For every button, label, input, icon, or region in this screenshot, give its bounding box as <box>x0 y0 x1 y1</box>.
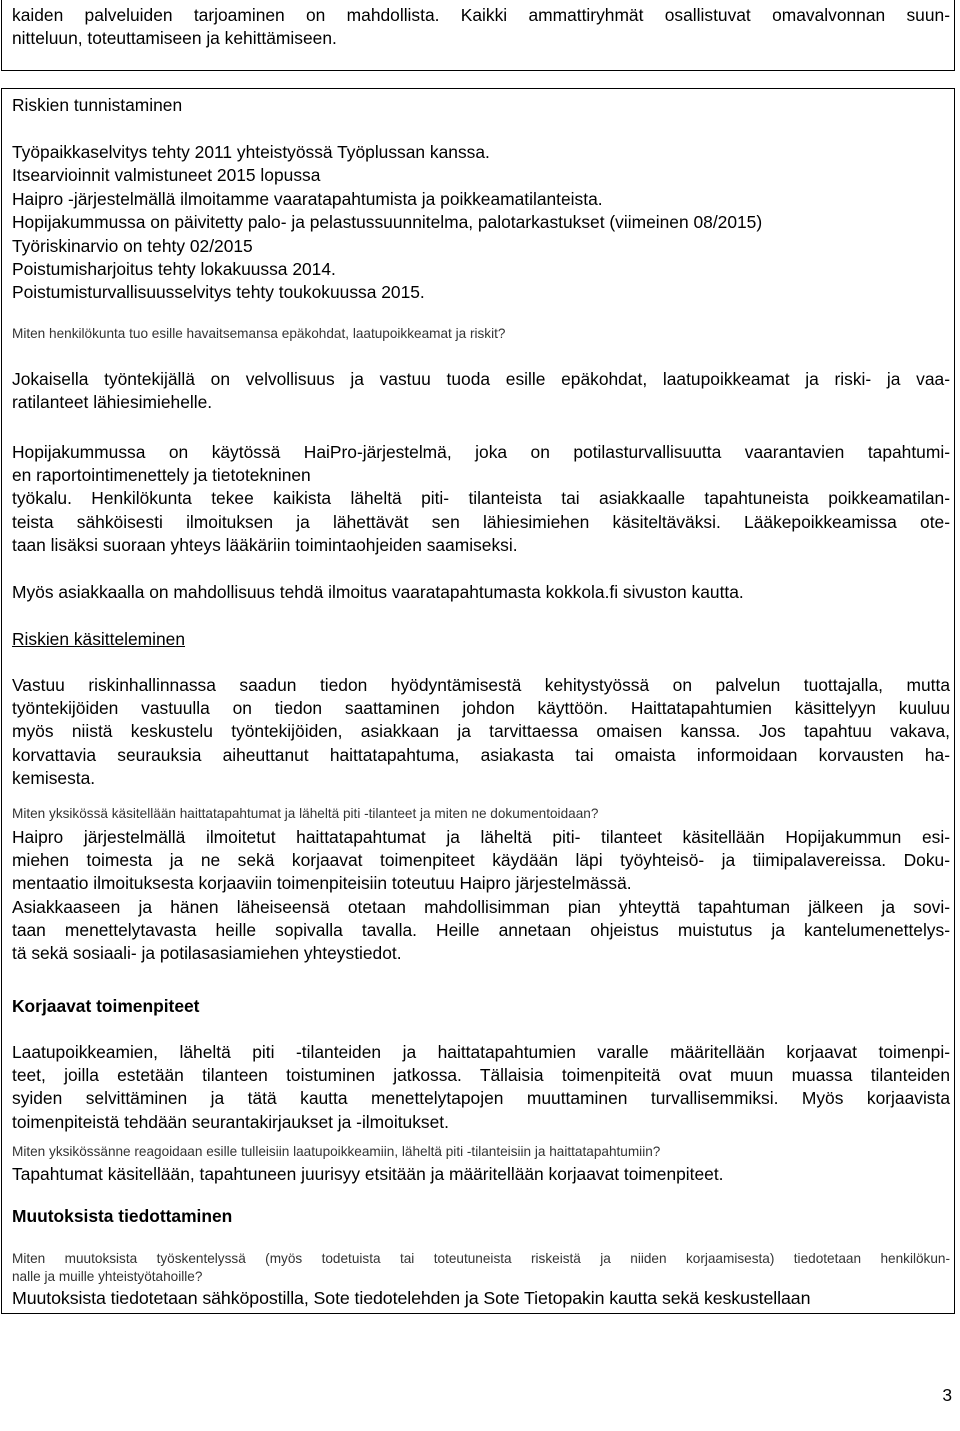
corrective-reaction-answer: Tapahtumat käsitellään, tapahtuneen juurisyy etsitään ja määritellään korjaavat toimenpiteet. <box>12 1164 724 1184</box>
staff-reporting-answer <box>12 368 950 414</box>
paragraph-line: toimenpiteistä tehdään seurantakirjaukset ja -ilmoitukset. <box>12 1111 449 1132</box>
corrective-actions-paragraph <box>12 1041 950 1134</box>
intro-paragraph <box>12 4 950 50</box>
risk-list-item: Hopijakummussa on päivitetty palo- ja pelastussuunnitelma, palotarkastukset (viimeinen 08/2015) <box>12 212 763 233</box>
risk-list-item: Työpaikkaselvitys tehty 2011 yhteistyössä Työplussan kanssa. <box>12 142 490 162</box>
corrective-reaction-question: Miten yksikössänne reagoidaan esille tulleisiin laatupoikkeamiin, läheltä piti -tilanteisiin ja haittatapahtumiin? <box>12 1144 661 1159</box>
paragraph-line: Hopijakummussa on käytössä HaiPro-järjestelmä, joka on potilasturvallisuutta vaarantavien tapahtumi- <box>12 442 950 462</box>
change-communication-heading: Muutoksista tiedottaminen <box>12 1206 233 1226</box>
answer-line: Asiakkaaseen ja hänen läheiseensä otetaan mahdollisimman pian yhteyttä tapahtuman jälkeen ja sovi- <box>12 896 950 917</box>
risk-identification-heading: Riskien tunnistaminen <box>12 95 183 115</box>
incident-handling-answer <box>12 826 950 965</box>
answer-line: miehen toimesta ja ne sekä korjaavat toimenpiteet käydään läpi työyhteisö- ja tiimipalavereissa. Doku- <box>12 850 950 871</box>
intro-line: nitteluun, toteuttamiseen ja kehittämiseen. <box>12 28 337 49</box>
page-number: 3 <box>942 1385 952 1405</box>
risk-list-item: Poistumisturvallisuusselvitys tehty toukokuussa 2015. <box>12 282 425 303</box>
risk-handling-heading: Riskien käsitteleminen <box>12 629 186 649</box>
intro-line: kaiden palveluiden tarjoaminen on mahdollista. Kaikki ammattiryhmät osallistuvat omavalvonnan suun- <box>12 5 950 25</box>
paragraph-line: työntekijöiden vastuulla on tiedon saattaminen johdon käyttöön. Haittatapahtumien käsittelyyn kuuluu <box>12 698 950 719</box>
answer-line: mentaatio ilmoituksesta korjaaviin toimenpiteisiin toteutuu Haipro järjestelmässä. <box>12 873 632 894</box>
paragraph-line: työkalu. Henkilökunta tekee kaikista läheltä piti- tilanteista tai asiakkaalle tapahtuneista poikkeamatilan- <box>12 488 950 509</box>
change-communication-question <box>12 1250 950 1287</box>
corrective-actions-heading: Korjaavat toimenpiteet <box>12 996 200 1016</box>
paragraph-line: myös niistä keskustelu työntekijöiden, asiakkaan ja tarvittaessa omaisen kanssa. Jos tapahtuu vakava, <box>12 721 950 742</box>
risk-list-item: Itsearvioinnit valmistuneet 2015 lopussa <box>12 165 321 186</box>
answer-line: ratilanteet lähiesimiehelle. <box>12 392 213 413</box>
change-communication-answer: Muutoksista tiedotetaan sähköpostilla, Sote tiedotelehden ja Sote Tietopakin kautta sekä keskustellaan <box>12 1288 811 1308</box>
client-report-paragraph: Myös asiakkaalla on mahdollisuus tehdä ilmoitus vaaratapahtumasta kokkola.fi sivuston kautta. <box>12 582 744 602</box>
paragraph-line: kemisesta. <box>12 767 96 788</box>
haipro-paragraph <box>12 441 950 557</box>
answer-line: Haipro järjestelmällä ilmoitetut haittatapahtumat ja läheltä piti- tilanteet käsitellään Hopijakummun esi- <box>12 827 950 847</box>
question-line: Miten muutoksista työskentelyssä (myös todetuista tai toteutuneista riskeistä ja niiden korjaamisesta) tiedotetaan henkilökun- <box>12 1251 950 1266</box>
question-line: nalle ja muille yhteistyötahoille? <box>12 1269 203 1285</box>
paragraph-line: syiden selvittäminen ja tätä kautta menettelytapojen muuttaminen turvallisemmiksi. Myös korjaavista <box>12 1088 950 1109</box>
paragraph-line: en raportointimenettely ja tietotekninen <box>12 465 311 486</box>
paragraph-line: Vastuu riskinhallinnassa saadun tiedon hyödyntämisestä kehitystyössä on palvelun tuottajalla, mutta <box>12 675 950 695</box>
answer-line: Jokaisella työntekijällä on velvollisuus ja vastuu tuoda esille epäkohdat, laatupoikkeamat ja riski- ja vaa- <box>12 369 950 389</box>
risk-list-item: Työriskinarvio on tehty 02/2015 <box>12 235 253 256</box>
paragraph-line: teista sähköisesti ilmoituksen ja lähettävät sen lähiesimiehen käsiteltäväksi. Lääkepoikkeamissa ote- <box>12 511 950 532</box>
risk-identification-list <box>12 141 950 305</box>
answer-line: tä sekä sosiaali- ja potilasasiamiehen yhteystiedot. <box>12 943 402 964</box>
risk-handling-paragraph <box>12 674 950 790</box>
risk-list-item: Poistumisharjoitus tehty lokakuussa 2014. <box>12 259 336 280</box>
paragraph-line: Laatupoikkeamien, läheltä piti -tilanteiden ja haittatapahtumien varalle määritellään korjaavat toimenpi- <box>12 1042 950 1062</box>
paragraph-line: teet, joilla estetään tilanteen toistuminen jatkossa. Tällaisia toimenpiteitä ovat muun muassa tilanteiden <box>12 1065 950 1086</box>
staff-reporting-question: Miten henkilökunta tuo esille havaitsemansa epäkohdat, laatupoikkeamat ja riskit? <box>12 326 506 341</box>
incident-handling-question: Miten yksikössä käsitellään haittatapahtumat ja läheltä piti -tilanteet ja miten ne dokumentoidaan? <box>12 806 599 821</box>
paragraph-line: taan lisäksi suoraan yhteys lääkäriin toimintaohjeiden saamiseksi. <box>12 534 518 555</box>
paragraph-line: korvattavia seurauksia aiheuttanut haittatapahtuma, asiakasta tai omaista informoidaan korvausten ha- <box>12 744 950 765</box>
risk-list-item: Haipro -järjestelmällä ilmoitamme vaaratapahtumista ja poikkeamatilanteista. <box>12 188 603 209</box>
answer-line: taan menettelytavasta heille sopivalla tavalla. Heille annetaan ohjeistus muistutus ja kantelumenettelys- <box>12 919 950 940</box>
